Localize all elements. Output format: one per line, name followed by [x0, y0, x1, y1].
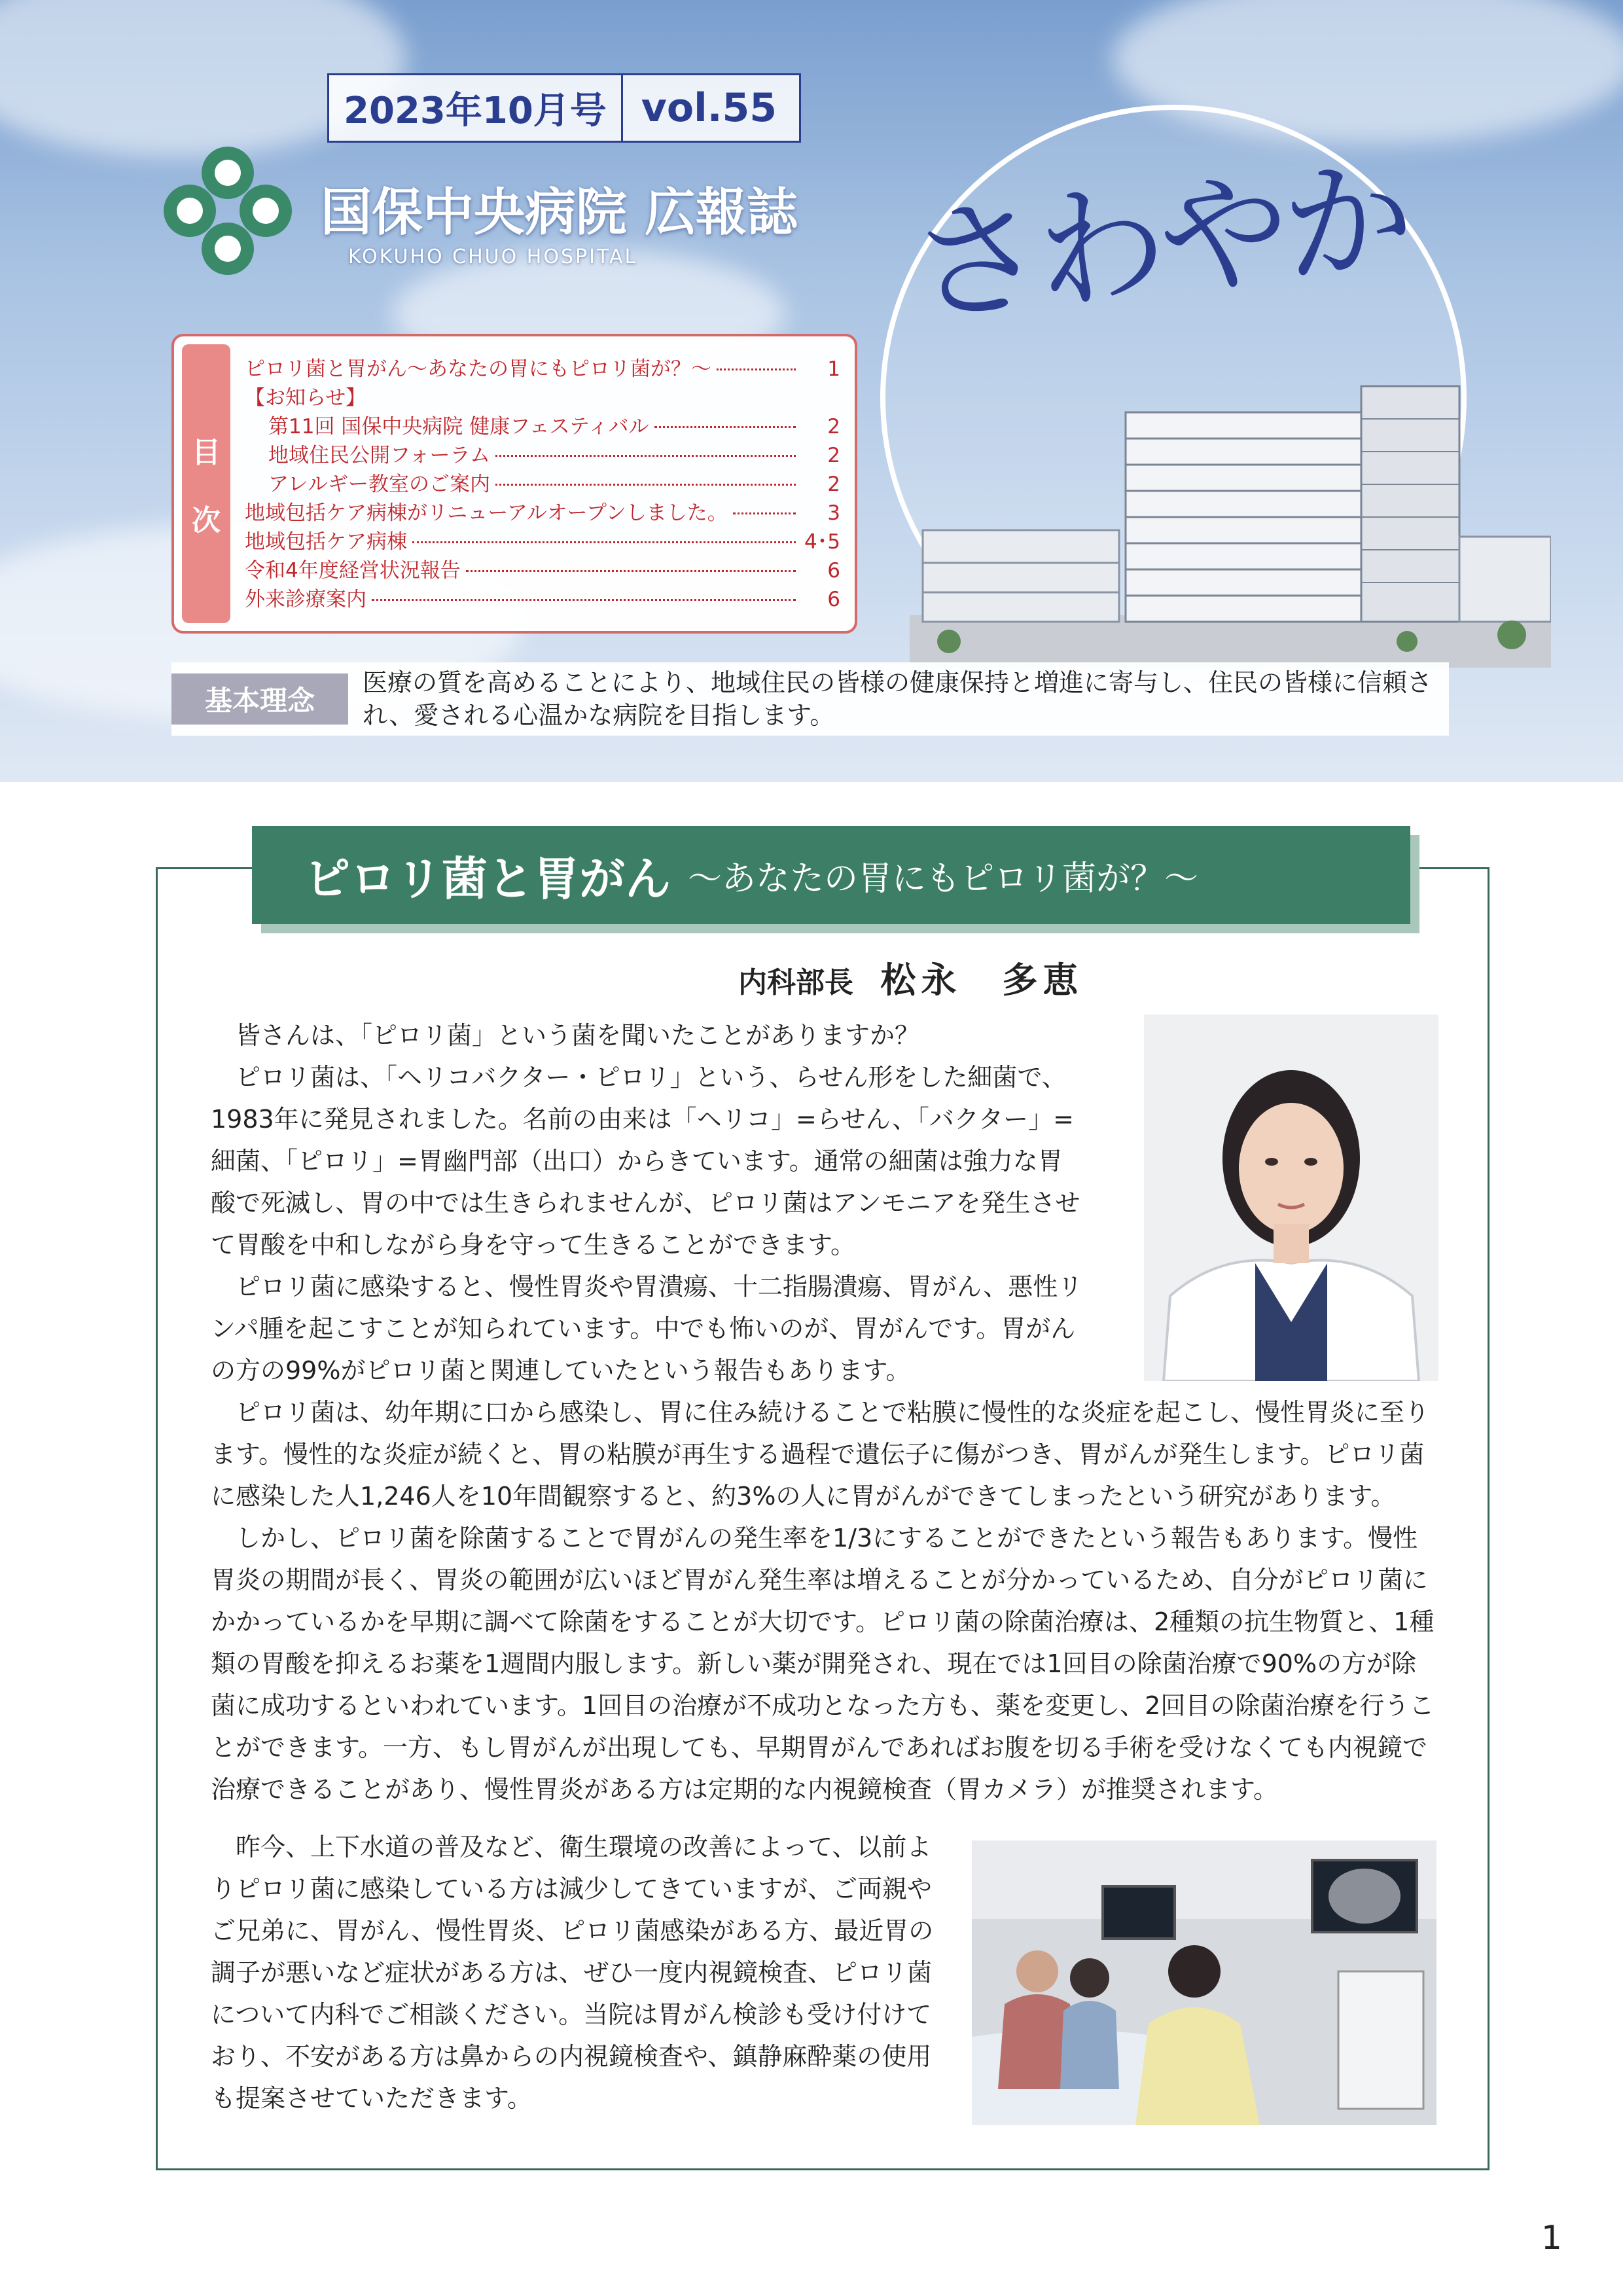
- hospital-building-image: [910, 367, 1551, 668]
- hospital-logo-icon: [162, 145, 293, 276]
- philosophy-text: 医療の質を高めることにより、地域住民の皆様の健康保持と増進に寄与し、住民の皆様に信頼され、愛される心温かな病院を目指します。: [363, 668, 1433, 730]
- hospital-name-english: KOKUHO CHUO HOSPITAL: [348, 245, 638, 268]
- toc-section-notice: 【お知らせ】: [245, 386, 366, 410]
- author-name: 松永 多恵: [880, 960, 1084, 1001]
- issue-box: [327, 73, 801, 143]
- basic-philosophy: [171, 662, 1449, 736]
- issue-volume: vol.55: [641, 85, 777, 131]
- author: [738, 952, 1083, 1003]
- paragraph: ピロリ菌は、「ヘリコバクター・ピロリ」という、らせん形をした細菌で、1983年に発見されました。名前の由来は「ヘリコ」=らせん、「バクター」=細菌、「ピロリ」=胃幽門部（出口）からきています。通常の細菌は強力な胃酸で死滅し、胃の中では生きられませんが、ピロリ菌はアンモニアを発生させて胃酸を中和しながら身を守って生きることができます。: [211, 1063, 1080, 1259]
- hospital-name: 国保中央病院 広報誌: [321, 183, 798, 242]
- toc-label: 目 次: [182, 344, 230, 623]
- paragraph: しかし、ピロリ菌を除菌することで胃がんの発生率を1/3にすることができたという報告もあります。慢性胃炎の期間が長く、胃炎の範囲が広いほど胃がん発生率は増えることが分かっているため、自分がピロリ菌にかかっているかを早期に調べて除菌をすることが大切です。ピロリ菌の除菌治療は、2種類の抗生物質と、1種類の胃酸を抑えるお薬を1週間内服します。新しい薬が開発され、現在では1回目の除菌治療で90%の方が除菌に成功するといわれています。1回目の治療が不成功となった方も、薬を変更し、2回目の除菌治療を行うことができます。一方、もし胃がんが出現しても、早期胃がんであればお腹を切る手術を受けなくても内視鏡で治療できることがあり、慢性胃炎がある方は定期的な内視鏡検査（胃カメラ）が推奨されます。: [211, 1524, 1435, 1804]
- article-subtitle: 〜あなたの胃にもピロリ菌が？〜: [688, 859, 1199, 899]
- page-number: 1: [1541, 2219, 1562, 2257]
- article-closing: [211, 1826, 944, 2119]
- paragraph: 昨今、上下水道の普及など、衛生環境の改善によって、以前よりピロリ菌に感染している方は減少してきていますが、ご両親やご兄弟に、胃がん、慢性胃炎、ピロリ菌感染がある方、最近胃の調子が悪いなど症状がある方は、ぜひ一度内視鏡検査、ピロリ菌について内科でご相談ください。当院は胃がん検診も受け付けており、不安がある方は鼻からの内視鏡検査や、鎮静麻酔薬の使用も提案させていただきます。: [211, 1833, 934, 2113]
- toc-item[interactable]: ピロリ菌と胃がん〜あなたの胃にもピロリ菌が？〜 1: [245, 357, 840, 381]
- toc-item[interactable]: 令和4年度経営状況報告 6: [245, 559, 840, 583]
- toc-item[interactable]: アレルギー教室のご案内 2: [268, 473, 840, 496]
- toc-item[interactable]: 第11回 国保中央病院 健康フェスティバル 2: [268, 415, 840, 439]
- article-body: [211, 1391, 1441, 1810]
- paragraph: 皆さんは、「ピロリ菌」という菌を聞いたことがありますか？: [236, 1021, 920, 1050]
- header-banner: [0, 0, 1623, 782]
- toc-list: [245, 352, 840, 611]
- magazine-title: さわやか: [904, 140, 1415, 344]
- table-of-contents: [171, 334, 857, 634]
- toc-item[interactable]: 地域包括ケア病棟 4･5: [245, 530, 840, 554]
- toc-item[interactable]: 地域住民公開フォーラム 2: [268, 444, 840, 467]
- paragraph: ピロリ菌は、幼年期に口から感染し、胃に住み続けることで粘膜に慢性的な炎症を起こし、慢性胃炎に至ります。慢性的な炎症が続くと、胃の粘膜が再生する過程で遺伝子に傷がつき、胃がんが発生します。ピロリ菌に感染した人1,246人を10年間観察すると、約3%の人に胃がんができてしまったという研究があります。: [211, 1398, 1430, 1511]
- toc-item[interactable]: 外来診療案内 6: [245, 588, 840, 611]
- endoscopy-room-image: [972, 1840, 1436, 2125]
- toc-item[interactable]: 地域包括ケア病棟がリニューアルオープンしました。 3: [245, 501, 840, 525]
- philosophy-label: 基本理念: [171, 673, 348, 725]
- paragraph: ピロリ菌に感染すると、慢性胃炎や胃潰瘍、十二指腸潰瘍、胃がん、悪性リンパ腫を起こすことが知られています。中でも怖いのが、胃がんです。胃がんの方の99%がピロリ菌と関連していたという報告もあります。: [211, 1272, 1083, 1385]
- doctor-portrait-image: [1144, 1014, 1438, 1381]
- article-title-bar: [252, 826, 1410, 924]
- article-intro: [211, 1014, 1085, 1391]
- issue-date: 2023年10月号: [329, 75, 623, 141]
- article-title: ピロリ菌と胃がん: [304, 852, 671, 906]
- author-title: 内科部長: [738, 966, 853, 999]
